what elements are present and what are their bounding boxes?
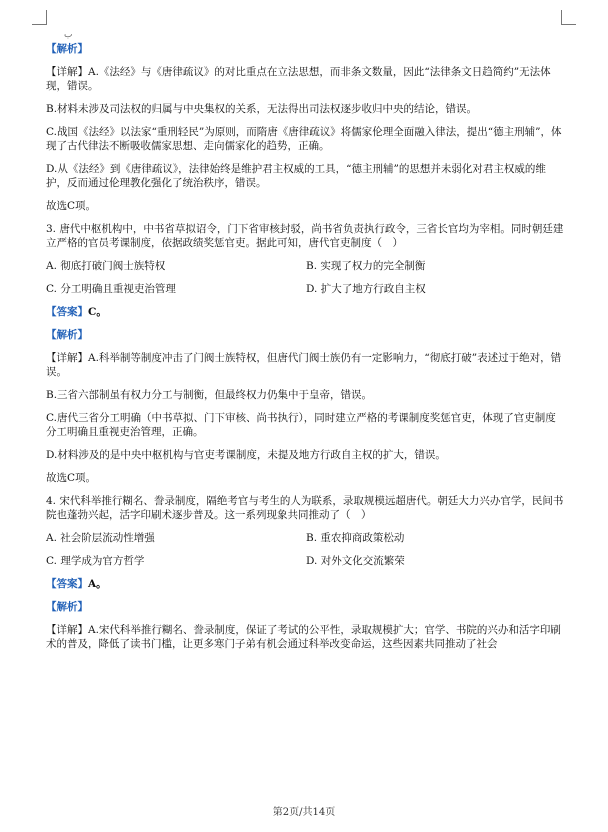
q4-analysis-heading: 【解析】 <box>46 601 88 613</box>
q4-stem: 4. 宋代科举推行糊名、誊录制度，隔绝考官与考生的人为联系，录取规模远超唐代。朝廷大力兴办官学，民间书院也蓬勃兴起，活字印刷术逐步普及。这一系列现象共同推动了（ ） <box>46 495 564 521</box>
q3-detail-b: B.三省六部制虽有权力分工与制衡，但最终权力仍集中于皇帝，错误。 <box>46 389 373 401</box>
q3-option-c: C. 分工明确且重视吏治管理 <box>46 283 176 295</box>
q4-detail-a: 【详解】A.宋代科举推行糊名、誊录制度，保证了考试的公平性，录取规模扩大；官学、书院的兴办和活字印刷术的普及，降低了读书门槛，让更多寒门子弟有机会通过科举改变命运，这些因素共同推动了社会 <box>46 624 561 650</box>
q2-conclusion: 故选C项。 <box>46 200 97 212</box>
detail-tag: 【详解】 <box>46 66 88 78</box>
q3-options-row-2 <box>46 282 566 296</box>
q3-option-a: A. 彻底打破门阀士族特权 <box>46 260 166 272</box>
q2-analysis-heading <box>46 42 566 56</box>
q3-option-d: D. 扩大了地方行政自主权 <box>306 283 426 295</box>
q3-detail-a: 【详解】A.科举制等制度冲击了门阀士族特权，但唐代门阀士族仍有一定影响力，“彻底打破”表述过于绝对，错误。 <box>46 352 562 378</box>
q3-options-row-1 <box>46 259 566 273</box>
q2-detail-b: B.材料未涉及司法权的归属与中央集权的关系，无法得出司法权逐步收归中央的结论，错误。 <box>46 103 478 115</box>
analysis-tag: 【解析】 <box>46 43 88 55</box>
q2-detail-a: 【详解】A.《法经》与《唐律疏议》的对比重点在立法思想，而非条文数量，因此“法律条文日趋简约”无法体现，错误。 <box>46 66 551 92</box>
q4-option-c: C. 理学成为官方哲学 <box>46 555 145 567</box>
q3-stem: 3. 唐代中枢机构中，中书省草拟诏令，门下省审核封驳，尚书省负责执行政令，三省长官均为宰相。同时朝廷建立严格的官员考课制度，依据政绩奖惩官吏。据此可知，唐代官吏制度（ ） <box>46 223 564 249</box>
q3-analysis-heading: 【解析】 <box>46 329 88 341</box>
q4-option-d: D. 对外文化交流繁荣 <box>306 555 405 567</box>
page-content <box>46 42 566 660</box>
q4-option-b: B. 重农抑商政策松动 <box>306 532 405 544</box>
q3-detail-c: C.唐代三省分工明确（中书草拟、门下审核、尚书执行），同时建立严格的考课制度奖惩官吏，体现了官吏制度分工明确且重视吏治管理，正确。 <box>46 412 556 438</box>
q2-detail-c: C.战国《法经》以法家“重刑轻民”为原则，而隋唐《唐律疏议》将儒家伦理全面融入律法，提出“德主刑辅”，体现了古代律法不断吸收儒家思想、走向儒家化的趋势，正确。 <box>46 126 562 152</box>
top-mark: ب <box>64 30 73 40</box>
crop-mark-top-left <box>32 10 47 25</box>
q3-conclusion: 故选C项。 <box>46 472 97 484</box>
q4-options-row-2 <box>46 554 566 568</box>
crop-mark-top-right <box>561 10 576 25</box>
q3-answer: 【答案】C。 <box>46 306 107 318</box>
q4-answer: 【答案】A。 <box>46 578 107 590</box>
q4-option-a: A. 社会阶层流动性增强 <box>46 532 155 544</box>
q3-option-b: B. 实现了权力的完全制衡 <box>306 260 426 272</box>
q2-detail-d: D.从《法经》到《唐律疏议》，法律始终是维护君主权威的工具，“德主刑辅”的思想并未弱化对君主权威的维护，反而通过伦理教化强化了统治秩序，错误。 <box>46 163 546 189</box>
q4-options-row-1 <box>46 531 566 545</box>
q3-detail-d: D.材料涉及的是中央中枢机构与官吏考课制度，未提及地方行政自主权的扩大，错误。 <box>46 449 446 461</box>
page-footer: 第2页/共14页 <box>272 807 336 818</box>
